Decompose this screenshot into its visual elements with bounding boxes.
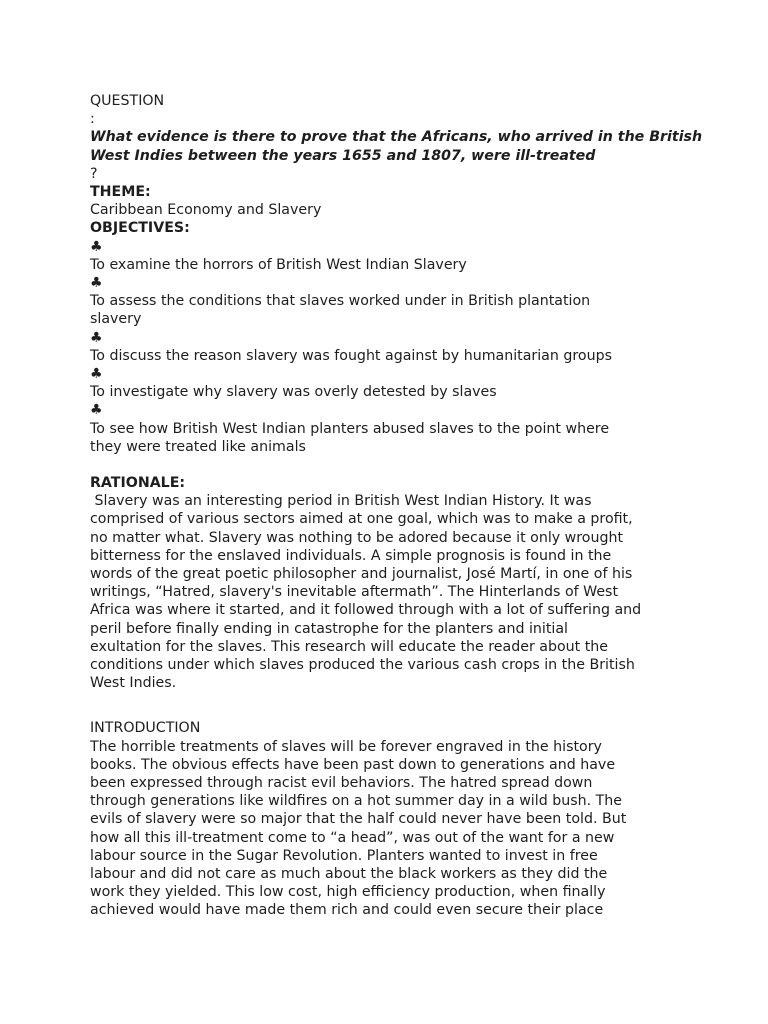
section-spacer bbox=[90, 692, 690, 719]
section-spacer bbox=[90, 456, 690, 474]
rationale-line: peril before finally ending in catastrophe for the planters and initial bbox=[90, 620, 568, 637]
club-bullet-icon: ♣ bbox=[90, 238, 103, 255]
rationale-line: writings, “Hatred, slavery's inevitable aftermath”. The Hinterlands of West bbox=[90, 584, 619, 601]
introduction-paragraph bbox=[90, 738, 690, 920]
theme-text: Caribbean Economy and Slavery bbox=[90, 202, 322, 219]
question-text-line: What evidence is there to prove that the Africans, who arrived in the British bbox=[90, 129, 703, 146]
introduction-line: been expressed through racist evil behaviors. The hatred spread down bbox=[90, 775, 593, 792]
introduction-line: through generations like wildfires on a hot summer day in a wild bush. The bbox=[90, 793, 622, 810]
introduction-line: work they yielded. This low cost, high efficiency production, when finally bbox=[90, 884, 606, 901]
rationale-line: Africa was where it started, and it followed through with a lot of suffering and bbox=[90, 602, 642, 619]
objective-item: To examine the horrors of British West Indian Slavery bbox=[90, 256, 467, 273]
rationale-line: conditions under which slaves produced the various cash crops in the British bbox=[90, 657, 635, 674]
objective-item: To investigate why slavery was overly detested by slaves bbox=[90, 384, 497, 401]
theme-heading: THEME: bbox=[90, 184, 151, 201]
question-text-line: West Indies between the years 1655 and 1807, were ill-treated bbox=[90, 147, 596, 164]
rationale-paragraph bbox=[90, 492, 690, 692]
introduction-line: books. The obvious effects have been past down to generations and have bbox=[90, 756, 616, 773]
document-page bbox=[90, 92, 703, 920]
objectives-heading: OBJECTIVES: bbox=[90, 220, 190, 237]
question-colon: : bbox=[90, 111, 95, 128]
club-bullet-icon: ♣ bbox=[90, 366, 103, 382]
objective-item: slavery bbox=[90, 311, 142, 328]
club-bullet-icon: ♣ bbox=[90, 329, 103, 346]
rationale-heading: RATIONALE: bbox=[90, 474, 186, 491]
introduction-line: labour and did not care as much about the black workers as they did the bbox=[90, 866, 608, 883]
rationale-line: comprised of various sectors aimed at one goal, which was to make a profit, bbox=[90, 511, 633, 528]
rationale-line: exultation for the slaves. This research will educate the reader about the bbox=[90, 638, 609, 655]
objective-item: To assess the conditions that slaves worked under in British plantation bbox=[90, 293, 591, 310]
question-mark: ? bbox=[90, 165, 98, 182]
introduction-line: how all this ill-treatment come to “a head”, was out of the want for a new bbox=[90, 829, 615, 846]
introduction-line: labour source in the Sugar Revolution. Planters wanted to invest in free bbox=[90, 847, 598, 864]
objective-item: they were treated like animals bbox=[90, 438, 306, 455]
rationale-line: Slavery was an interesting period in British West Indian History. It was bbox=[90, 493, 592, 510]
rationale-line: no matter what. Slavery was nothing to be adored because it only wrought bbox=[90, 529, 624, 546]
club-bullet-icon: ♣ bbox=[90, 402, 103, 419]
rationale-line: West Indies. bbox=[90, 675, 177, 692]
question-heading: QUESTION bbox=[90, 93, 165, 109]
rationale-line: bitterness for the enslaved individuals. A simple prognosis is found in the bbox=[90, 547, 612, 564]
objective-item: To discuss the reason slavery was fought against by humanitarian groups bbox=[90, 347, 612, 364]
rationale-line: words of the great poetic philosopher and journalist, José Martí, in one of his bbox=[90, 566, 633, 582]
club-bullet-icon: ♣ bbox=[90, 275, 103, 292]
introduction-line: achieved would have made them rich and could even secure their place bbox=[90, 902, 604, 919]
introduction-line: evils of slavery were so major that the half could never have been told. But bbox=[90, 811, 627, 828]
objective-item: To see how British West Indian planters abused slaves to the point where bbox=[90, 420, 610, 437]
introduction-heading: INTRODUCTION bbox=[90, 720, 201, 737]
introduction-line: The horrible treatments of slaves will be forever engraved in the history bbox=[90, 738, 602, 755]
